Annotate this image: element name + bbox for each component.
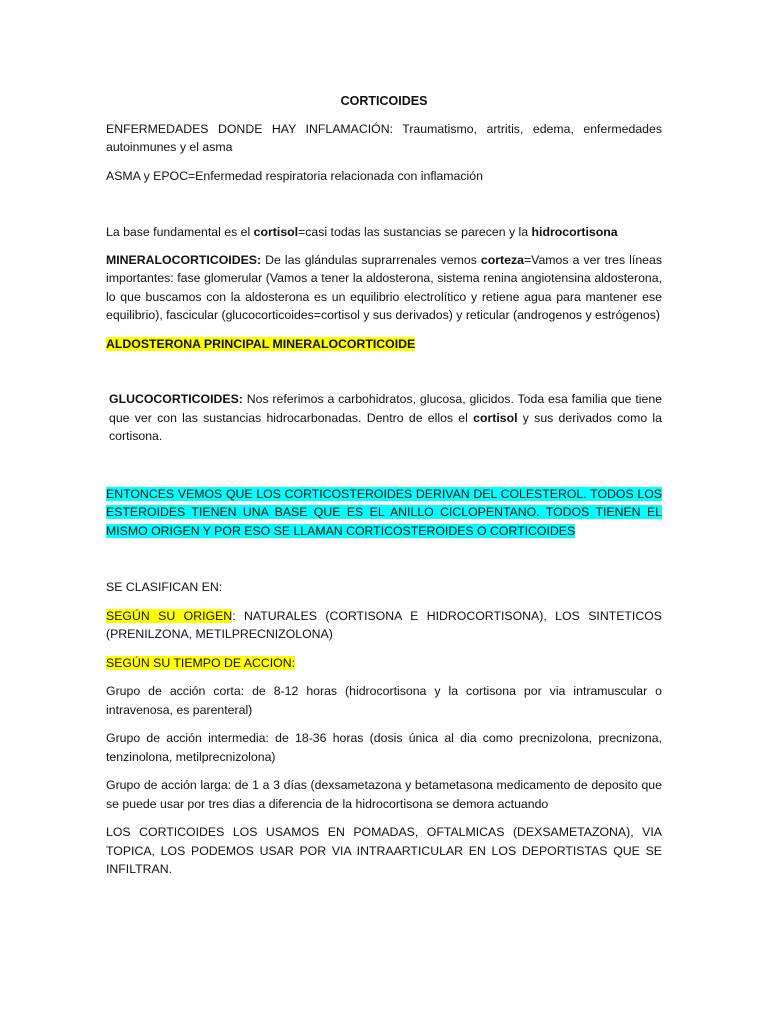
bold-term-hidrocortisona: hidrocortisona	[531, 225, 618, 239]
paragraph-base-cortisol	[106, 223, 662, 242]
document-title: CORTICOIDES	[340, 94, 428, 108]
label-mineralocorticoides: MINERALOCORTICOIDES:	[106, 252, 262, 267]
paragraph-accion-larga: Grupo de acción larga: de 1 a 3 días (dexsametazona y betametasona medicamento de deposito que se puede usar por tres dias a diferencia de la hidrocortisona se demora actuando	[106, 778, 662, 811]
document-page	[106, 92, 662, 879]
highlight-colesterol: ENTONCES VEMOS QUE LOS CORTICOSTEROIDES DERIVAN DEL COLESTEROL. TODOS LOS ESTEROIDES TIENEN UNA BASE QUE ES EL ANILLO CICLOPENTANO. TODOS TIENEN EL MISMO ORIGEN Y POR ESO SE LLAMAN CORTICOSTEROIDES O CORTICOIDES	[106, 486, 662, 538]
text-segment: : NATURALES (CORTISONA E HIDROCORTISONA), LOS SINTETICOS (PRENILZONA, METILPRECNIZOLONA)	[106, 608, 662, 641]
highlight-segun-tiempo: SEGÚN SU TIEMPO DE ACCION:	[106, 655, 296, 670]
text-segment: =casi todas las sustancias se parecen y la	[298, 225, 532, 239]
text-segment: De las glándulas suprarrenales vemos	[261, 252, 481, 267]
bold-term-cortisol: cortisol	[253, 225, 299, 239]
paragraph-usos: LOS CORTICOIDES LOS USAMOS EN POMADAS, OFTALMICAS (DEXSAMETAZONA), VIA TOPICA, LOS PODEMOS USAR POR VIA INTRAARTICULAR EN LOS DEPORTISTAS QUE SE INFILTRAN.	[106, 825, 662, 876]
paragraph-glucocorticoides	[106, 390, 662, 446]
text-segment: y sus derivados como la cortisona.	[109, 410, 662, 443]
paragraph-colesterol	[106, 485, 662, 541]
paragraph-asma-epoc: ASMA y EPOC=Enfermedad respiratoria relacionada con inflamación	[106, 168, 483, 183]
paragraph-aldosterona	[106, 335, 662, 354]
bold-term-cortisol-2: cortisol	[473, 410, 518, 425]
text-segment: =Vamos a ver tres líneas importantes: fase glomerular (Vamos a tener la aldosterona, sistema renina angiotensina aldosterona, lo que buscamos con la aldosterona es un equilibrio electrolítico y retiene agua para mantener ese equilibrio), fascicular (glucocorticoides=cortisol y sus derivados) y reticular (androgenos y estrógenos)	[106, 252, 662, 322]
paragraph-accion-corta: Grupo de acción corta: de 8-12 horas (hidrocortisona y la cortisona por via intramuscular o intravenosa, es parenteral)	[106, 684, 662, 717]
paragraph-mineralocorticoides	[106, 251, 662, 325]
highlight-segun-origen: SEGÚN SU ORIGEN	[106, 608, 233, 623]
text-segment: Nos referimos a carbohidratos, glucosa, glicidos. Toda esa familia que tiene que ver con las sustancias hidrocarbonadas. Dentro de ellos el	[109, 392, 662, 425]
paragraph-segun-tiempo	[106, 654, 662, 673]
paragraph-segun-origen	[106, 607, 662, 644]
label-glucocorticoides: GLUCOCORTICOIDES:	[109, 392, 243, 406]
text-segment: La base fundamental es el	[106, 225, 254, 239]
bold-term-corteza: corteza	[480, 252, 524, 267]
paragraph-accion-intermedia: Grupo de acción intermedia: de 18-36 horas (dosis única al dia como precnizolona, precnizona, tenzinolona, metilprecnizolona)	[106, 731, 662, 764]
paragraph-enfermedades: ENFERMEDADES DONDE HAY INFLAMACIÓN: Traumatismo, artritis, edema, enfermedades autoinmunes y el asma	[106, 121, 662, 154]
paragraph-clasifican: SE CLASIFICAN EN:	[106, 580, 223, 594]
highlight-aldosterona: ALDOSTERONA PRINCIPAL MINERALOCORTICOIDE	[106, 336, 416, 351]
